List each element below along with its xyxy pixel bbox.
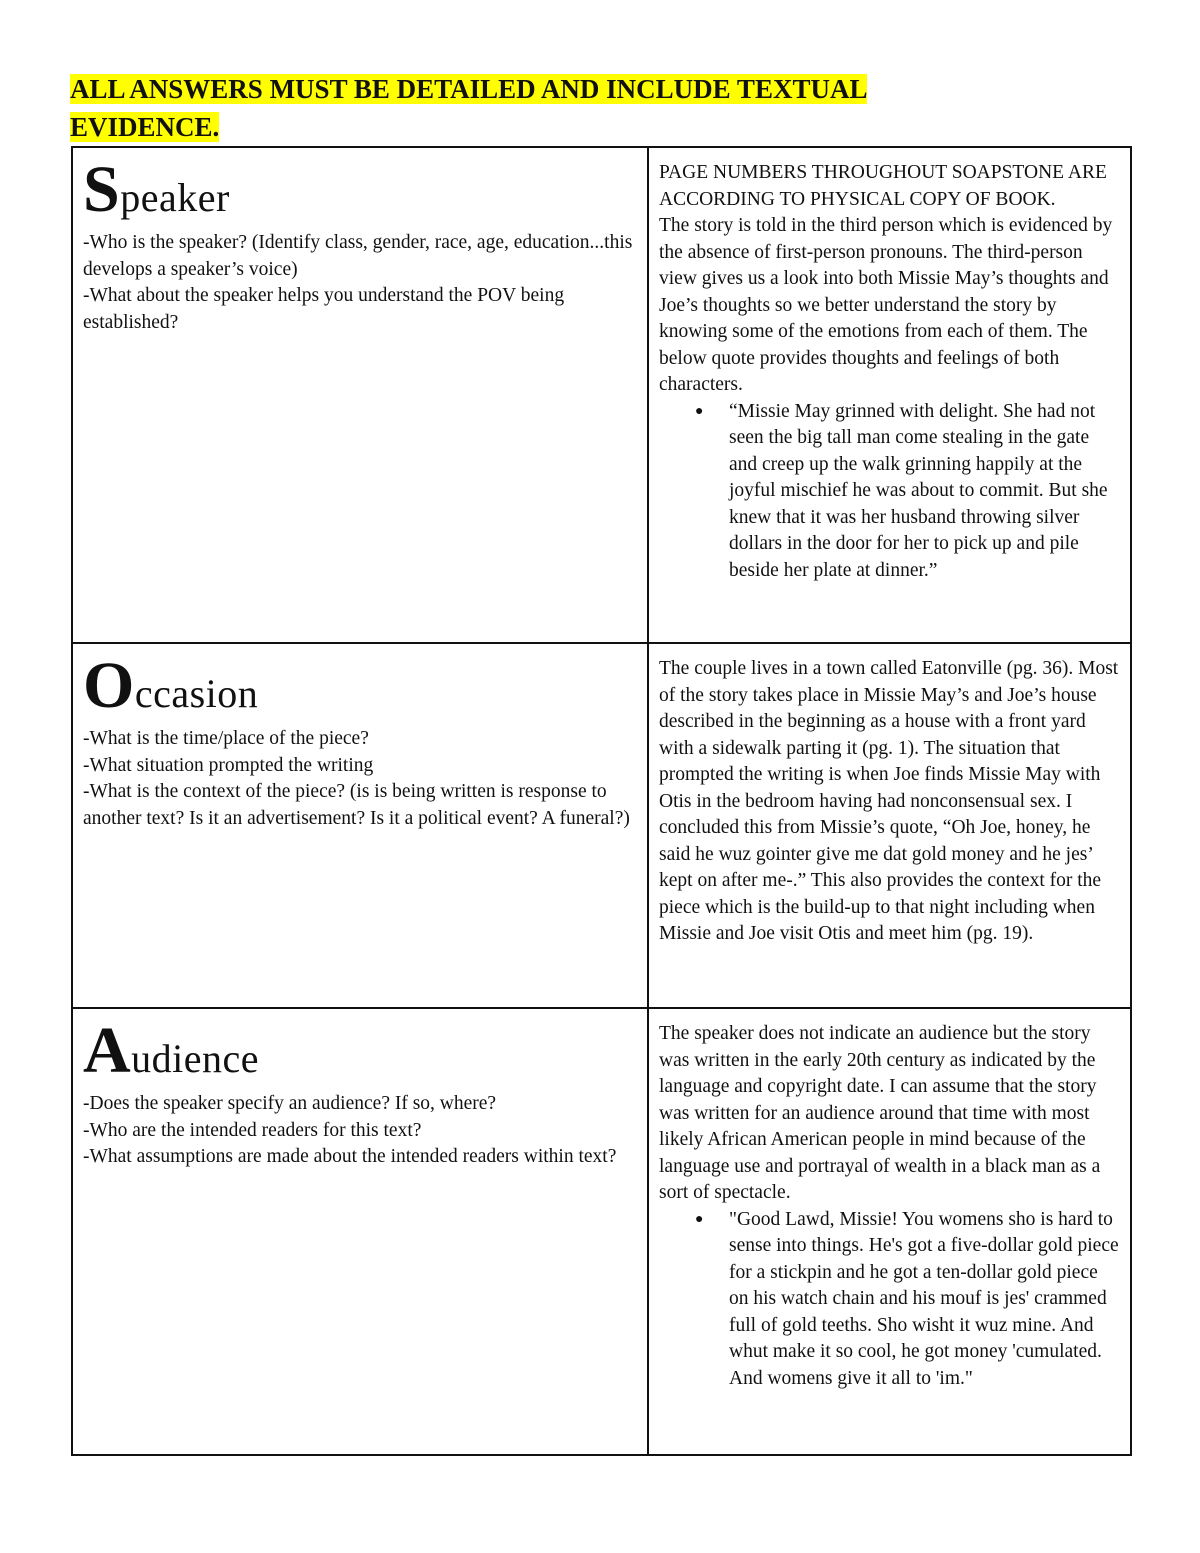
speaker-heading-initial: S bbox=[83, 153, 121, 226]
speaker-quote-bullet: ● “Missie May grinned with delight. She had not seen the big tall man come stealing in the gate and creep up the walk grinning happily at the joyful mischief he was about to commit. But she knew that it was her husband throwing silver dollars in the door for her to pick up and pile beside her plate at dinner.” bbox=[729, 399, 1120, 585]
instructions-line-1: ALL ANSWERS MUST BE DETAILED AND INCLUDE TEXTUAL bbox=[70, 74, 868, 104]
instructions-line-2: EVIDENCE. bbox=[70, 112, 220, 142]
occasion-prompt-3: -What is the context of the piece? (is is being written is response to another text? Is it an advertisement? Is it a political event? A funeral?) bbox=[83, 781, 630, 829]
audience-quote-bullet: ● "Good Lawd, Missie! You womens sho is hard to sense into things. He's got a five-dollar gold piece for a stickpin and he got a ten-dollar gold piece on his watch chain and his mouf is jes' crammed full of gold teeths. Sho wisht it wuz mine. And whut make it so cool, he got money 'cumulated. And womens give it all to 'im." bbox=[729, 1207, 1120, 1393]
speaker-answer-cell bbox=[648, 147, 1131, 643]
table-row-audience bbox=[72, 1008, 1131, 1455]
occasion-prompt-2: -What situation prompted the writing bbox=[83, 754, 374, 776]
speaker-prompt-2: -What about the speaker helps you understand the POV being established? bbox=[83, 285, 565, 333]
occasion-answer-paragraph: The couple lives in a town called Eatonville (pg. 36). Most of the story takes place in Missie May’s and Joe’s house described in the beginning as a house with a front yard with a sidewalk parting it (pg. 1). The situation that prompted the writing is when Joe finds Missie May with Otis in the bedroom having had nonconsensual sex. I concluded this from Missie’s quote, “Oh Joe, honey, he said he wuz gointer give me dat gold money and he jes’ kept on after me-.” This also provides the context for the piece which is the build-up to that night including when Missie and Joe visit Otis and meet him (pg. 19). bbox=[659, 658, 1119, 944]
audience-quote-list bbox=[659, 1207, 1120, 1393]
speaker-answer-paragraph: The story is told in the third person which is evidenced by the absence of first-person pronouns. The third-person view gives us a look into both Missie May’s thoughts and Joe’s thoughts so we better understand the story by knowing some of the emotions from each of them. The below quote provides thoughts and feelings of both characters. bbox=[659, 215, 1113, 395]
speaker-heading bbox=[83, 153, 637, 226]
audience-prompt-1: -Does the speaker specify an audience? If so, where? bbox=[83, 1093, 497, 1114]
speaker-quote-list bbox=[659, 399, 1120, 585]
audience-heading-rest: udience bbox=[131, 1036, 260, 1081]
table-row-speaker bbox=[72, 147, 1131, 643]
soapstone-table bbox=[71, 146, 1132, 1456]
table-row-occasion bbox=[72, 643, 1131, 1008]
occasion-prompt-cell bbox=[72, 643, 648, 1008]
audience-prompt-2: -Who are the intended readers for this text? bbox=[83, 1119, 422, 1141]
audience-answer-paragraph: The speaker does not indicate an audience but the story was written in the early 20th century as indicated by the language and copyright date. I can assume that the story was written for an audience around that time with most likely African American people in mind because of the language use and portrayal of wealth in a black man as a sort of spectacle. bbox=[659, 1023, 1101, 1203]
speaker-prompt-1: -Who is the speaker? (Identify class, gender, race, age, education...this develops a speaker’s voice) bbox=[83, 232, 633, 280]
speaker-heading-rest: peaker bbox=[120, 175, 230, 220]
audience-heading bbox=[83, 1014, 637, 1087]
occasion-answer-cell bbox=[648, 643, 1131, 1008]
audience-answer-cell bbox=[648, 1008, 1131, 1455]
instructions-header bbox=[70, 70, 970, 146]
page-number-note: PAGE NUMBERS THROUGHOUT SOAPSTONE ARE ACCORDING TO PHYSICAL COPY OF BOOK. bbox=[659, 162, 1107, 210]
audience-prompt-3: -What assumptions are made about the intended readers within text? bbox=[83, 1146, 617, 1167]
audience-prompt-cell bbox=[72, 1008, 648, 1455]
occasion-heading-initial: O bbox=[83, 649, 135, 722]
occasion-prompt-1: -What is the time/place of the piece? bbox=[83, 728, 369, 749]
occasion-heading-rest: ccasion bbox=[134, 671, 259, 716]
audience-heading-initial: A bbox=[83, 1014, 132, 1087]
speaker-prompt-cell bbox=[72, 147, 648, 643]
occasion-heading bbox=[83, 649, 637, 722]
